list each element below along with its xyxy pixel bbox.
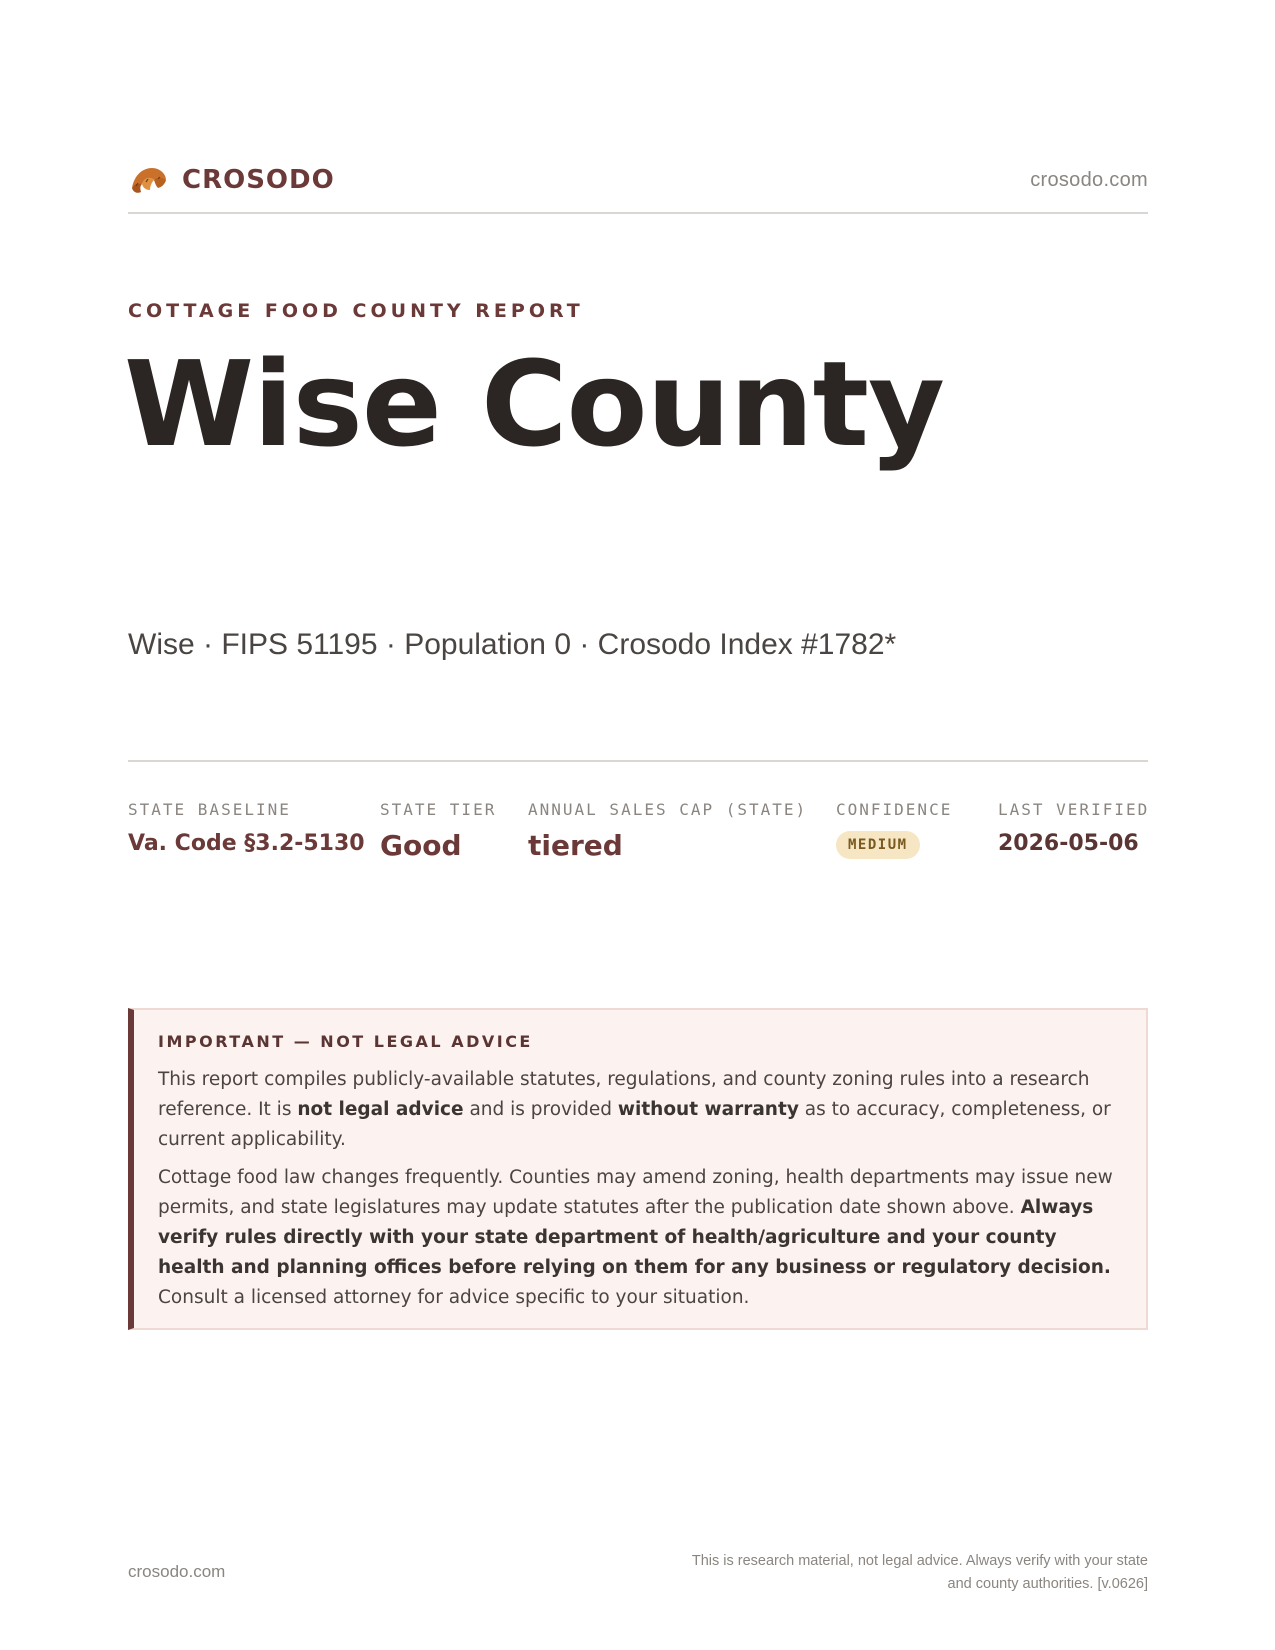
meta-value: tiered: [528, 829, 623, 862]
notice-text: Consult a licensed attorney for advice specific to your situation.: [158, 1287, 750, 1308]
meta-value: 2026-05-06: [998, 831, 1139, 856]
meta-label: ANNUAL SALES CAP (STATE): [528, 800, 808, 819]
report-eyebrow: COTTAGE FOOD COUNTY REPORT: [128, 300, 584, 322]
footer-disclaimer-line: and county authorities. [v.0626]: [947, 1576, 1148, 1592]
header-divider: [128, 212, 1148, 214]
notice-paragraph: [158, 1163, 1120, 1313]
meta-divider: [128, 760, 1148, 762]
page-header: [128, 158, 1148, 202]
legal-notice: [128, 1008, 1148, 1330]
notice-emphasis: not legal advice: [297, 1099, 464, 1120]
meta-last-verified: [998, 800, 1149, 856]
notice-text: and is provided: [463, 1099, 618, 1120]
notice-emphasis: Always verify rules directly with your state department of health/agriculture and your county health and planning offices before relying on them for any business or regulatory decision.: [158, 1197, 1111, 1278]
croissant-icon: [128, 162, 168, 198]
meta-sales-cap: [528, 800, 807, 862]
footer-url[interactable]: crosodo.com: [128, 1562, 226, 1581]
footer-disclaimer-line: This is research material, not legal advice. Always verify with your state: [691, 1553, 1148, 1569]
notice-text: This report compiles publicly-available statutes, regulations, and county zoning rules into a research reference. It is: [158, 1069, 1090, 1120]
footer-disclaimer: [628, 1550, 1148, 1596]
meta-confidence: [836, 800, 952, 859]
meta-summary: [128, 800, 1148, 880]
notice-emphasis: without warranty: [617, 1099, 799, 1120]
page-title: Wise County: [124, 335, 944, 473]
meta-value: Good: [380, 829, 462, 862]
brand-name: CROSODO: [182, 165, 335, 195]
meta-label: CONFIDENCE: [836, 800, 953, 819]
meta-state-tier: [380, 800, 496, 862]
notice-title: IMPORTANT — NOT LEGAL ADVICE: [158, 1032, 533, 1051]
meta-label: LAST VERIFIED: [998, 800, 1150, 819]
meta-state-baseline: [128, 800, 365, 856]
status-badge: MEDIUM: [836, 831, 920, 859]
meta-label: STATE BASELINE: [128, 800, 291, 819]
meta-label: STATE TIER: [380, 800, 497, 819]
header-url[interactable]: crosodo.com: [1030, 168, 1148, 191]
report-page: [124, 0, 1150, 1650]
brand: [128, 162, 335, 198]
meta-value: Va. Code §3.2-5130: [128, 831, 365, 856]
notice-text: Cottage food law changes frequently. Counties may amend zoning, health departments may issue new permits, and state legislatures may update statutes after the publication date shown above.: [158, 1167, 1113, 1218]
notice-text: as to accuracy, completeness, or current applicability.: [158, 1099, 1111, 1150]
notice-paragraph: [158, 1065, 1120, 1155]
report-subtitle: Wise · FIPS 51195 · Population 0 · Crosodo Index #1782*: [128, 628, 897, 661]
